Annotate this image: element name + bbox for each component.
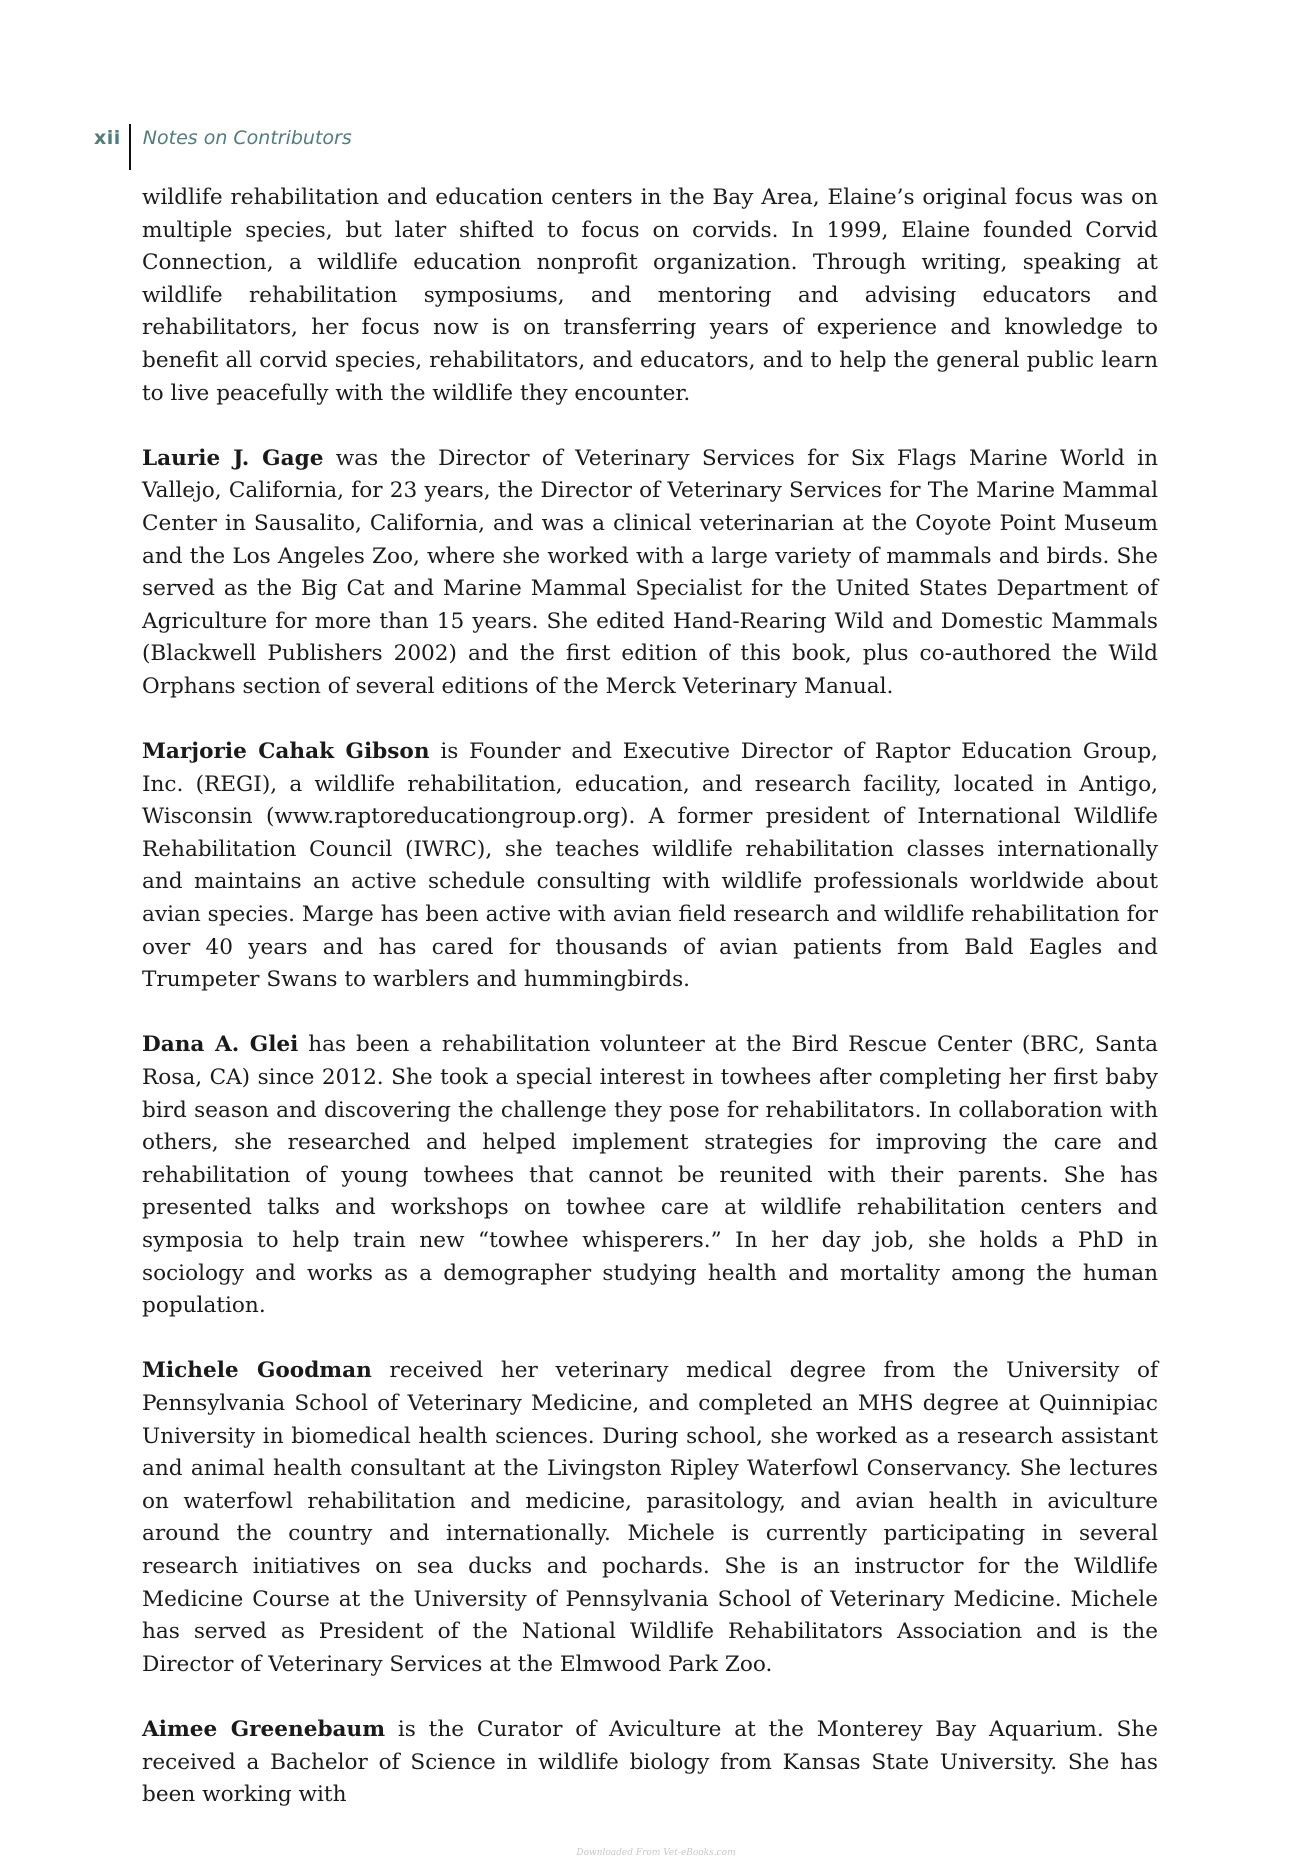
contributor-notes (142, 182, 1158, 1844)
contributor-name: Laurie J. Gage (142, 445, 324, 471)
entry-text: is Founder and Executive Director of Raptor Education Group, Inc. (REGI), a wildlife rehabilitation, education, and research facility, located in Antigo, Wisconsin (www.raptoreducationgroup.org). A former president of International Wildlife Rehabilitation Council (IWRC), she teaches wildlife rehabilitation classes internationally and maintains an active schedule consulting with wildlife professionals worldwide about avian species. Marge has been active with avian field research and wildlife rehabilitation for over 40 years and has cared for thousands of avian patients from Bald Eagles and Trumpeter Swans to warblers and hummingbirds. (142, 739, 1158, 993)
contributor-entry-greenebaum (142, 1714, 1158, 1812)
contributor-entry-glei (142, 1029, 1158, 1322)
header-divider (129, 124, 131, 170)
entry-text: wildlife rehabilitation and education centers in the Bay Area, Elaine’s original focus was on multiple species, but later shifted to focus on corvids. In 1999, Elaine founded Corvid Connection, a wildlife education nonprofit organization. Through writing, speaking at wildlife rehabilitation symposiums, and mentoring and advising educators and rehabilitators, her focus now is on transferring years of experience and knowledge to benefit all corvid species, rehabilitators, and educators, and to help the general public learn to live peacefully with the wildlife they encounter. (142, 185, 1158, 406)
running-title: Notes on Contributors (142, 127, 352, 149)
contributor-name: Dana A. Glei (142, 1032, 299, 1058)
entry-text: received her veterinary medical degree from the University of Pennsylvania School of Veterinary Medicine, and completed an MHS degree at Quinnipiac University in biomedical health sciences. During school, she worked as a research assistant and animal health consultant at the Livingston Ripley Waterfowl Conservancy. She lectures on waterfowl rehabilitation and medicine, parasitology, and avian health in aviculture around the country and internationally. Michele is currently participating in several research initiatives on sea ducks and pochards. She is an instructor for the Wildlife Medicine Course at the University of Pennsylvania School of Veterinary Medicine. Michele has served as President of the National Wildlife Rehabilitators Association and is the Director of Veterinary Services at the Elmwood Park Zoo. (142, 1358, 1158, 1677)
contributor-name: Michele Goodman (142, 1358, 372, 1384)
contributor-entry-gibson (142, 736, 1158, 997)
page-number: xii (94, 127, 121, 149)
contributor-name: Marjorie Cahak Gibson (142, 739, 430, 765)
running-header (94, 124, 352, 170)
footer-watermark: Downloaded From Vet-eBooks.com (576, 1848, 736, 1858)
contributor-entry-continued (142, 182, 1158, 410)
entry-text: has been a rehabilitation volunteer at the Bird Rescue Center (BRC, Santa Rosa, CA) since 2012. She took a special interest in towhees after completing her first baby bird season and discovering the challenge they pose for rehabilitators. In collaboration with others, she researched and helped implement strategies for improving the care and rehabilitation of young towhees that cannot be reunited with their parents. She has presented talks and workshops on towhee care at wildlife rehabilitation centers and symposia to help train new “towhee whisperers.” In her day job, she holds a PhD in sociology and works as a demographer studying health and mortality among the human population. (142, 1032, 1158, 1319)
contributor-entry-goodman (142, 1355, 1158, 1681)
entry-text: is the Curator of Aviculture at the Monterey Bay Aquarium. She received a Bachelor of Science in wildlife biology from Kansas State University. She has been working with (142, 1716, 1158, 1808)
entry-text: was the Director of Veterinary Services for Six Flags Marine World in Vallejo, California, for 23 years, the Director of Veterinary Services for The Marine Mammal Center in Sausalito, California, and was a clinical veterinarian at the Coyote Point Museum and the Los Angeles Zoo, where she worked with a large variety of mammals and birds. She served as the Big Cat and Marine Mammal Specialist for the United States Department of Agriculture for more than 15 years. She edited Hand-Rearing Wild and Domestic Mammals (Blackwell Publishers 2002) and the first edition of this book, plus co-authored the Wild Orphans section of several editions of the Merck Veterinary Manual. (142, 445, 1158, 699)
contributor-name: Aimee Greenebaum (142, 1716, 386, 1742)
contributor-entry-gage (142, 443, 1158, 704)
